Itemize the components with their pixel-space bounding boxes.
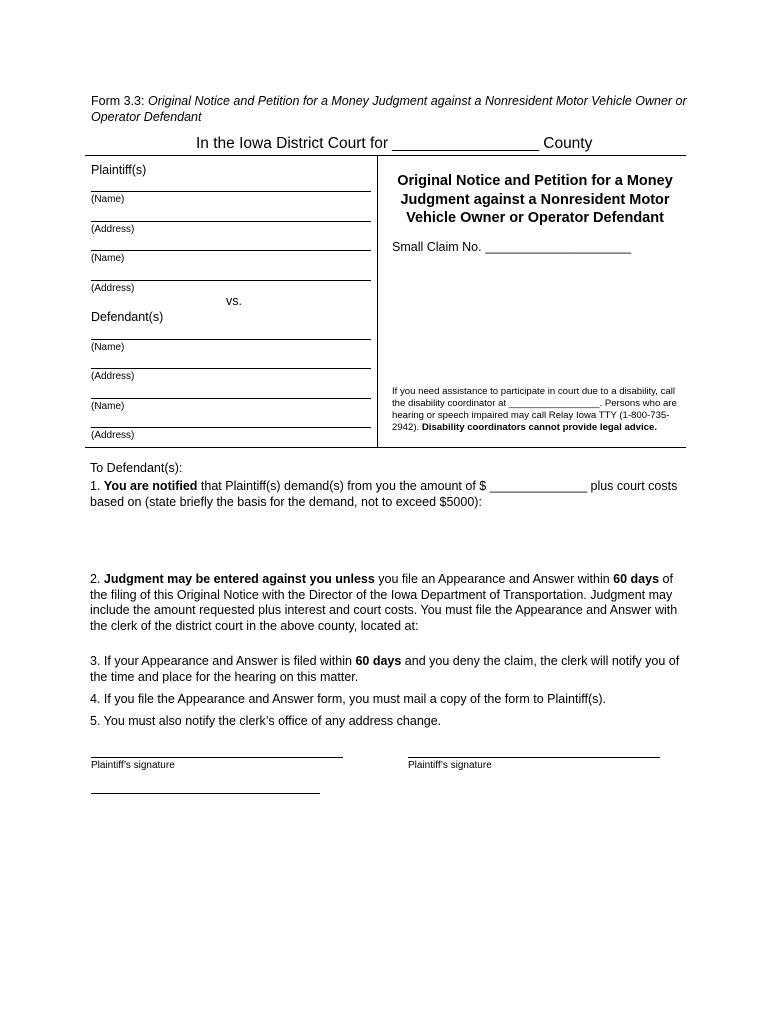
plaintiff-2-name-line[interactable] [91,250,371,251]
p2-number: 2. [90,572,104,586]
right-signature-label: Plaintiff’s signature [408,760,492,771]
left-signature-label: Plaintiff’s signature [91,760,175,771]
small-claim-number[interactable]: Small Claim No. _____________________ [392,240,632,254]
column-divider [377,155,378,447]
caption-bottom-divider [85,447,686,448]
p1-text: that Plaintiff(s) demand(s) from you the amount of $ ______________ plus court costs based on (state briefly the basis for the demand, not to exceed $5000): [90,479,678,509]
p2-bold-days: 60 days [613,572,660,586]
plaintiff-2-address-label: (Address) [91,283,135,294]
plaintiff-2-address-line[interactable] [91,280,371,281]
defendant-2-name-label: (Name) [91,401,125,412]
court-line: In the Iowa District Court for _________________ County [196,135,593,152]
p3-bold-days: 60 days [355,654,402,668]
plaintiff-1-name-label: (Name) [91,194,125,205]
defendant-1-name-label: (Name) [91,342,125,353]
p3-text: and you deny the claim, the clerk will notify you of the time and place for the hearing on this matter. [90,654,680,684]
defendant-2-address-line[interactable] [91,427,371,428]
extra-signature-line[interactable] [91,793,320,794]
defendant-2-name-line[interactable] [91,398,371,399]
defendant-2-address-label: (Address) [91,430,135,441]
p2-text-mid: you file an Appearance and Answer within [374,572,614,586]
left-signature-line[interactable] [91,757,343,758]
plaintiff-1-address-label: (Address) [91,224,135,235]
form-title [91,93,691,125]
defendant-1-address-line[interactable] [91,368,371,369]
p1-number: 1. [90,479,104,493]
assistance-bold: Disability coordinators cannot provide legal advice. [421,422,657,433]
p2-text: of the filing of this Original Notice with the Director of the Iowa Department of Transportation. Judgment may include the amount requested plus interest and court costs. You must file the Appearance and Answer with the clerk of the district court in the above county, located at: [90,572,678,633]
p3-text-start: 3. If your Appearance and Answer is filed within [90,654,356,668]
paragraph-1 [90,479,690,510]
form-title-italic: Original Notice and Petition for a Money Judgment against a Nonresident Motor Vehicle Owner or Operator Defendant [91,94,687,124]
assistance-text: If you need assistance to participate in court due to a disability, call the disability coordinator at _________________. Persons who are hearing or speech impaired may call Relay Iowa TTY (1-800-735-2942). [392,386,677,433]
p1-bold: You are notified [103,479,198,493]
plaintiff-1-name-line[interactable] [91,191,371,192]
right-signature-line[interactable] [408,757,660,758]
paragraph-2 [90,572,690,634]
to-defendants-label: To Defendant(s): [90,461,183,475]
vs-label: vs. [226,294,242,308]
plaintiffs-label: Plaintiff(s) [91,163,147,177]
defendant-1-address-label: (Address) [91,371,135,382]
defendant-1-name-line[interactable] [91,339,371,340]
paragraph-4: 4. If you file the Appearance and Answer form, you must mail a copy of the form to Plaintiff(s). [90,692,606,706]
disability-assistance-notice [392,386,682,434]
plaintiff-2-name-label: (Name) [91,253,125,264]
defendants-label: Defendant(s) [91,310,164,324]
paragraph-3 [90,654,690,685]
paragraph-5: 5. You must also notify the clerk’s office of any address change. [90,714,442,728]
form-number: Form 3.3: [91,94,148,108]
p2-bold: Judgment may be entered against you unless [103,572,375,586]
top-divider [85,155,686,156]
plaintiff-1-address-line[interactable] [91,221,371,222]
petition-title: Original Notice and Petition for a Money Judgment against a Nonresident Motor Vehicle Owner or Operator Defendant [397,173,673,226]
